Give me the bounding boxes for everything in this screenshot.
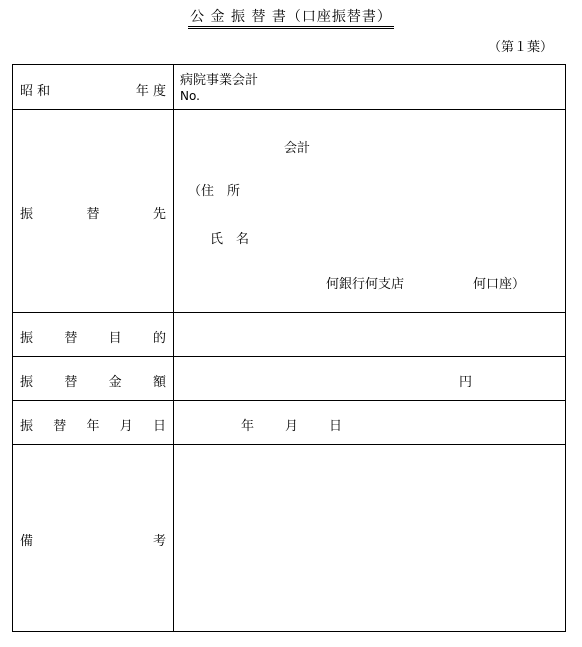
payee-account-text: 会計	[284, 141, 311, 156]
date-row	[13, 400, 565, 445]
day-unit: 日	[329, 419, 343, 434]
remarks-label-char: 備	[20, 534, 34, 549]
payee-label-char: 替	[86, 207, 100, 222]
payee-label-char: 振	[20, 207, 34, 222]
transfer-form	[12, 64, 566, 632]
purpose-label-cell	[13, 313, 174, 357]
bank-branch-text: 何銀行何支店	[326, 277, 405, 292]
purpose-label	[20, 327, 166, 346]
remarks-label	[20, 530, 166, 549]
amount-row	[13, 356, 565, 401]
amount-label	[20, 371, 166, 390]
account-name: 病院事業会計	[180, 73, 259, 88]
payee-label-cell	[13, 110, 174, 313]
amount-label-char: 金	[108, 375, 122, 390]
amount-label-cell	[13, 357, 174, 401]
amount-label-char: 振	[20, 375, 34, 390]
date-label-char: 年	[86, 419, 100, 434]
fiscal-year-label-cell	[13, 65, 174, 109]
page-number: （第１葉）	[488, 40, 554, 55]
date-label	[20, 415, 166, 434]
address-label: （住 所	[188, 184, 241, 199]
amount-label-char: 替	[64, 375, 78, 390]
payee-row	[13, 109, 565, 313]
yen-unit: 円	[459, 375, 473, 390]
date-label-cell	[13, 401, 174, 445]
fiscal-year-label: 年 度	[135, 84, 166, 99]
date-label-char: 振	[20, 419, 34, 434]
year-unit: 年	[241, 419, 255, 434]
purpose-label-char: 振	[20, 331, 34, 346]
amount-label-char: 額	[152, 375, 166, 390]
payee-label	[20, 203, 166, 222]
fiscal-year-row	[13, 65, 565, 109]
remarks-label-char: 考	[152, 534, 166, 549]
remarks-row	[13, 444, 565, 632]
remarks-label-cell	[13, 445, 174, 632]
document-title: 公 金 振 替 書（口座振替書）	[0, 9, 582, 29]
amount-value-cell	[174, 357, 565, 401]
account-cell	[174, 65, 565, 109]
number-label: No.	[180, 89, 200, 103]
payee-label-char: 先	[152, 207, 166, 222]
month-unit: 月	[285, 419, 299, 434]
purpose-label-char: 替	[64, 331, 78, 346]
name-label: 氏 名	[210, 232, 250, 247]
date-label-char: 替	[53, 419, 67, 434]
date-label-char: 月	[119, 419, 133, 434]
payee-value-cell	[174, 110, 565, 313]
date-value-cell	[174, 401, 565, 445]
date-label-char: 日	[152, 419, 166, 434]
purpose-value-cell	[174, 313, 565, 357]
remarks-value-cell	[174, 445, 565, 632]
era-label: 昭 和	[20, 84, 51, 99]
purpose-label-char: 目	[108, 331, 122, 346]
purpose-label-char: 的	[152, 331, 166, 346]
account-number-text: 何口座）	[473, 277, 526, 292]
purpose-row	[13, 312, 565, 357]
